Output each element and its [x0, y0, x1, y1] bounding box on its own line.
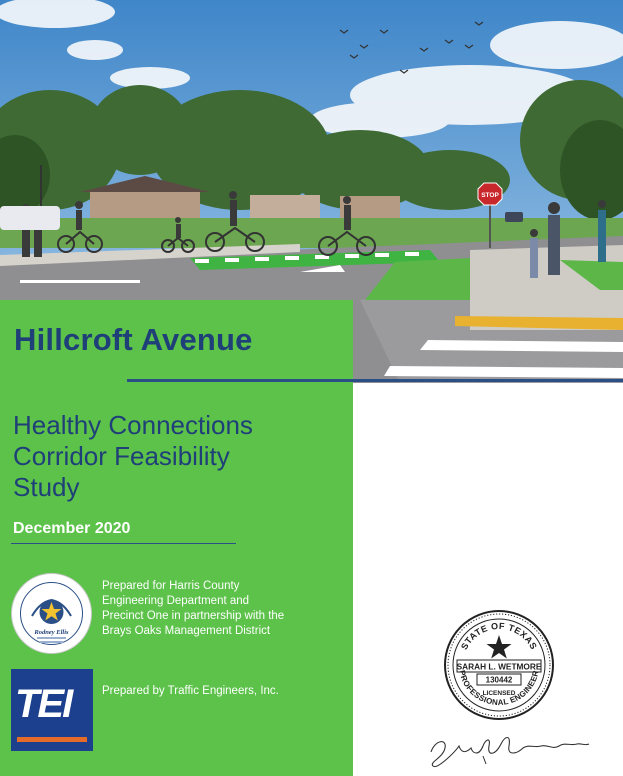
- stop-sign-icon: [478, 183, 502, 205]
- title-divider: [127, 379, 623, 382]
- star-icon: [40, 600, 64, 624]
- prepared-for-line-3: Precinct One in partnership with the: [102, 610, 285, 622]
- precinct-one-seal-logo: [10, 572, 93, 655]
- subtitle-line-3: Study: [13, 472, 80, 502]
- seal-licensed-text: LICENSED: [482, 690, 516, 697]
- prepared-for-text: [102, 579, 284, 639]
- engineer-signature: [425, 722, 595, 772]
- tei-logo-stripe: [17, 737, 87, 742]
- prepared-by-text: Prepared by Traffic Engineers, Inc.: [102, 685, 279, 697]
- date-divider: [11, 543, 236, 544]
- subtitle-line-1: Healthy Connections: [13, 410, 253, 440]
- prepared-for-line-1: Prepared for Harris County: [102, 580, 240, 592]
- subtitle-line-2: Corridor Feasibility: [13, 441, 230, 471]
- seal-state-text: STATE OF TEXAS: [458, 620, 540, 652]
- prepared-for-line-4: Brays Oaks Management District: [102, 625, 271, 637]
- tei-logo-text: TEI: [15, 682, 72, 726]
- professional-engineer-seal: [443, 609, 555, 721]
- stop-sign-text: STOP: [481, 192, 499, 199]
- seal-commissioner-name: Rodney Ellis: [34, 629, 69, 636]
- seal-license-number: 130442: [485, 675, 513, 685]
- seal-title-text: PROFESSIONAL ENGINEER: [457, 669, 541, 708]
- tei-logo: [11, 669, 93, 751]
- page-title: Hillcroft Avenue: [14, 322, 253, 357]
- report-date: December 2020: [13, 520, 131, 537]
- report-subtitle: [13, 410, 343, 503]
- seal-engineer-name: SARAH L. WETMORE: [456, 661, 542, 672]
- prepared-for-line-2: Engineering Department and: [102, 595, 250, 607]
